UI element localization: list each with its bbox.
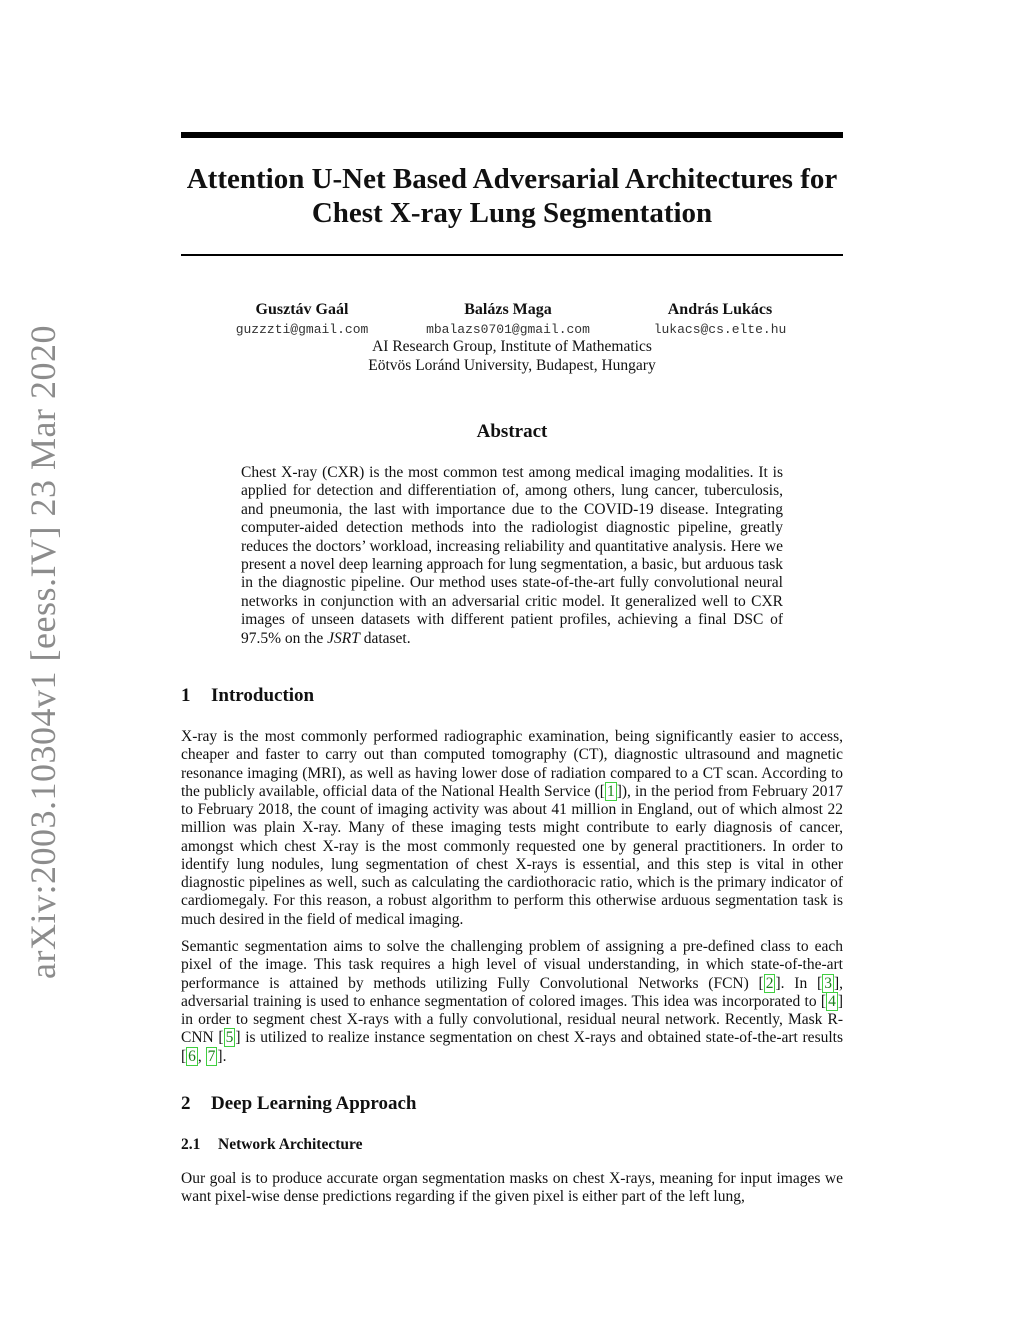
- abstract-text: [241, 464, 783, 648]
- intro-paragraph-2: [181, 938, 843, 1066]
- section-2-heading: [181, 1093, 417, 1115]
- section-title: Deep Learning Approach: [211, 1093, 417, 1114]
- title-rule-top: [181, 132, 843, 138]
- title-rule-bottom: [181, 254, 843, 256]
- citation-link[interactable]: 3: [824, 974, 832, 992]
- citation-link[interactable]: 4: [828, 992, 836, 1010]
- affiliation-line-2: Eötvös Loránd University, Budapest, Hungary: [368, 357, 656, 374]
- abstract-dataset: JSRT: [327, 629, 360, 647]
- author-email[interactable]: lukacs@cs.elte.hu: [653, 322, 787, 337]
- text-run: ] is utilized to realize instance segmentation on chest X-rays and obtained state-of-the-art results [: [181, 1029, 843, 1065]
- author-email[interactable]: mbalazs0701@gmail.com: [426, 322, 590, 337]
- section-number: 1: [181, 685, 191, 706]
- affiliation-line-1: AI Research Group, Institute of Mathematics: [372, 338, 652, 355]
- text-run: ] in order to segment chest X-rays with a fully convolutional, residual neural network. Recently, Mask R-CNN [: [181, 992, 843, 1047]
- text-run: X-ray is the most commonly performed radiographic examination, being significantly easier to access, cheaper and faster to carry out than computed tomography (CT), diagnostic ultrasound and magnetic resonance imaging (MRI), as well as having lower dose of radiation compared to a CT scan. According to the publicly available, official data of the National Health Service ([: [181, 728, 843, 800]
- text-run: ].: [217, 1047, 227, 1065]
- section-title: Introduction: [211, 685, 315, 706]
- section-1-heading: [181, 685, 314, 707]
- author-3: [610, 300, 830, 340]
- citation-link[interactable]: 1: [606, 782, 615, 800]
- text-run: Semantic segmentation aims to solve the challenging problem of assigning a pre-defined class to each pixel of the image. This task requires a high level of visual understanding, in which state-of-the-art performance is attained by methods utilizing Fully Convolutional Networks (FCN) [: [181, 938, 843, 992]
- text-run: ]), in the period from February 2017 to February 2018, the count of imaging activity was about 41 million in England, out of which almost 22 million was plain X-ray. Many of these imaging tests might contribute to early diagnosis of cancer, amongst which chest X-ray is the most commonly requested one by general practitioners. In order to identify lung nodules, lung segmentation of chest X-rays is essential, and this step is vital in other diagnostic pipelines as well, such as calculating the cardiothoracic ratio, which is the primary indicator of cardiomegaly. For this reason, a robust algorithm to perform this otherwise arduous segmentation task is much desired in the field of medical imaging.: [181, 782, 844, 928]
- abstract-text-main: Chest X-ray (CXR) is the most common test among medical imaging modalities. It is applied for detection and differentiation of, among others, lung cancer, tuberculosis, and pneumonia, the last with importance due to the COVID-19 disease. Integrating computer-aided detection methods into the radiologist diagnostic pipeline, greatly reduces the doctors’ workload, increasing reliability and quantitative analysis. Here we present a novel deep learning approach for lung segmentation, a basic, but arduous task in the diagnostic pipeline. Our method uses state-of-the-art fully convolutional neural networks in conjunction with an adversarial critic model. It generalized well to CXR images of unseen datasets with different patient profiles, achieving a final DSC of 97.5% on the: [241, 464, 783, 647]
- citation-link[interactable]: 6: [188, 1047, 196, 1065]
- citation-link[interactable]: 5: [225, 1029, 234, 1047]
- text-run: ,: [197, 1047, 206, 1065]
- intro-paragraph-1: [181, 728, 843, 929]
- author-name: Balázs Maga: [464, 301, 552, 318]
- subsection-2-1-heading: [181, 1136, 362, 1154]
- subsection-title: Network Architecture: [218, 1136, 363, 1153]
- network-architecture-paragraph: Our goal is to produce accurate organ segmentation masks on chest X-rays, meaning for input images we want pixel-wise dense predictions regarding if the given pixel is either part of the left lung,: [181, 1170, 843, 1206]
- author-name: András Lukács: [667, 301, 773, 318]
- abstract-heading: Abstract: [476, 421, 548, 442]
- section-number: 2: [181, 1093, 191, 1114]
- author-email[interactable]: guzzzti@gmail.com: [235, 322, 369, 337]
- subsection-number: 2.1: [181, 1136, 201, 1153]
- abstract-text-end: dataset.: [359, 629, 411, 647]
- paper-title: Attention U-Net Based Adversarial Architectures for Chest X-ray Lung Segmentation: [186, 163, 838, 229]
- text-run: ], adversarial training is used to enhance segmentation of colored images. This idea was incorporated to [: [181, 974, 843, 1010]
- arxiv-stamp: arXiv:2003.10304v1 [eess.IV] 23 Mar 2020: [23, 325, 63, 979]
- text-run: ]. In [: [775, 974, 823, 992]
- citation-link[interactable]: 2: [765, 974, 774, 992]
- citation-link[interactable]: 7: [207, 1047, 216, 1065]
- author-name: Gusztáv Gaál: [255, 301, 349, 318]
- author-2: [398, 300, 618, 340]
- author-1: [192, 300, 412, 340]
- affiliation: [181, 337, 843, 375]
